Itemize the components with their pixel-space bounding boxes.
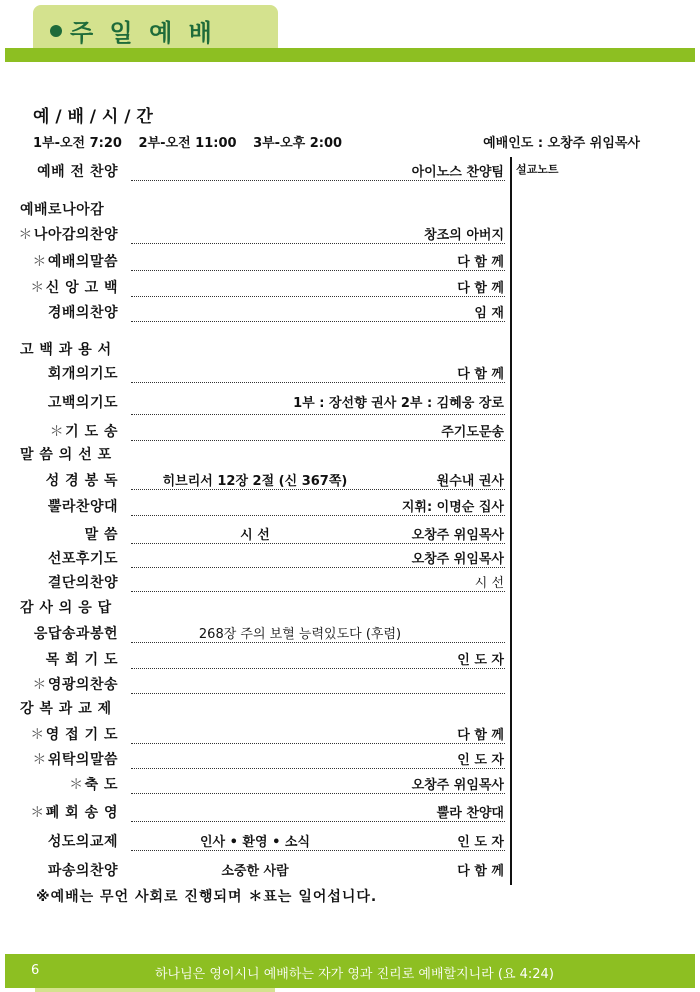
- order-person: 오창주 위임목사: [411, 552, 504, 567]
- service-time-3: 3부-오후 2:00: [253, 136, 343, 151]
- order-detail: 소중한 사람: [221, 864, 289, 879]
- order-row: [0, 389, 510, 413]
- order-label-text: 결단의찬양: [47, 575, 118, 591]
- order-row: [0, 467, 510, 491]
- order-label-text: 강 복 과 교 제: [20, 701, 112, 717]
- order-label: [34, 623, 118, 643]
- order-row: [0, 418, 510, 442]
- section-title: [20, 698, 112, 718]
- order-row: [0, 569, 510, 593]
- service-times: [33, 132, 354, 151]
- order-label-text: 말 씀: [84, 527, 118, 543]
- order-label: [85, 524, 118, 544]
- order-label: [48, 363, 118, 383]
- order-person: 창조의 아버지: [424, 228, 504, 243]
- order-person: 오창주 위임목사: [411, 778, 504, 793]
- dotted-divider: [131, 768, 505, 769]
- order-label: [48, 831, 118, 851]
- order-person: 인 도 자: [457, 753, 504, 768]
- order-label-text: 위탁의말씀: [47, 752, 118, 768]
- dotted-divider: [131, 321, 505, 322]
- order-label-text: 기 도 송: [65, 424, 118, 440]
- footer-bar: [5, 954, 695, 988]
- order-label: [18, 224, 118, 244]
- dotted-divider: [131, 693, 505, 694]
- order-label: [32, 251, 118, 271]
- order-row: [0, 620, 510, 644]
- order-person: 주기도문송: [441, 425, 504, 440]
- dotted-divider: [131, 642, 505, 643]
- page-number: 6: [31, 963, 40, 978]
- footer-note: ※예배는 무언 사회로 진행되며 ＊표는 일어섭니다.: [36, 889, 378, 905]
- section-header: [0, 594, 510, 618]
- order-label: [46, 470, 118, 490]
- dotted-divider: [131, 591, 505, 592]
- section-title: [20, 199, 104, 219]
- order-label: [30, 277, 118, 297]
- dotted-divider: [131, 515, 505, 516]
- order-person: 오창주 위임목사: [411, 528, 504, 543]
- section-title: [20, 597, 112, 617]
- order-label-text: 말 씀 의 선 포: [20, 447, 112, 463]
- order-detail: 시 선: [240, 528, 270, 543]
- footer-strip: [35, 988, 275, 992]
- order-label-text: 폐 회 송 영: [45, 805, 118, 821]
- worship-leader: 예배인도 : 오창주 위임목사: [483, 136, 640, 151]
- section-header: [0, 441, 510, 465]
- stand-up-icon: ＊: [49, 424, 65, 440]
- order-label-text: 예배로나아감: [20, 202, 105, 218]
- order-row: [0, 360, 510, 384]
- order-detail: 268장 주의 보혈 능력있도다 (후렴): [198, 627, 402, 642]
- order-row: [0, 545, 510, 569]
- dotted-divider: [131, 793, 505, 794]
- order-row: [0, 857, 510, 881]
- order-row: [0, 521, 510, 545]
- dotted-divider: [131, 270, 505, 271]
- order-label-text: 성도의교제: [47, 834, 118, 850]
- order-label: [48, 392, 118, 412]
- dotted-divider: [131, 489, 505, 490]
- stand-up-icon: ＊: [30, 727, 45, 743]
- order-person: 다 함 께: [457, 255, 504, 270]
- header-bar: [5, 48, 695, 62]
- order-person: 지휘: 이명순 집사: [401, 500, 504, 515]
- order-label: [48, 548, 118, 568]
- order-row: [0, 746, 510, 770]
- service-time-1: 1부-오전 7:20: [33, 136, 122, 151]
- dotted-divider: [131, 414, 505, 415]
- order-label: [48, 572, 118, 592]
- section-header: [0, 695, 510, 719]
- order-row: [0, 799, 510, 823]
- order-row: [0, 828, 510, 852]
- order-label: [30, 724, 118, 744]
- section-header: [0, 336, 510, 360]
- order-row: [0, 248, 510, 272]
- order-label-text: 목 회 기 도: [45, 652, 118, 668]
- stand-up-icon: ＊: [30, 280, 45, 296]
- order-person: 아이노스 찬양팀: [411, 165, 504, 180]
- dotted-divider: [131, 567, 505, 568]
- order-person: 뿔라 찬양대: [436, 806, 504, 821]
- order-label-text: 감 사 의 응 답: [20, 600, 112, 616]
- order-label: [32, 674, 118, 694]
- order-label: [48, 496, 118, 516]
- stand-up-icon: ＊: [32, 677, 47, 693]
- order-row: [0, 299, 510, 323]
- dotted-divider: [131, 668, 505, 669]
- stand-up-icon: ＊: [32, 752, 47, 768]
- sermon-notes-label: 설교노트: [516, 163, 559, 176]
- order-label-text: 성 경 봉 독: [45, 473, 118, 489]
- order-row: [0, 771, 510, 795]
- order-person: 1부 : 장선향 권사 2부 : 김혜웅 장로: [293, 396, 504, 411]
- order-label-text: 고백의기도: [47, 395, 118, 411]
- order-row: [0, 158, 510, 182]
- stand-up-icon: ＊: [30, 805, 45, 821]
- order-label-text: 파송의찬양: [47, 863, 118, 879]
- stand-up-icon: ＊: [18, 227, 33, 243]
- section-header: [0, 196, 510, 220]
- order-row: [0, 721, 510, 745]
- order-label: [48, 302, 118, 322]
- order-label: [48, 860, 118, 880]
- order-person: 다 함 께: [457, 281, 504, 296]
- dotted-divider: [131, 243, 505, 244]
- order-label-text: 고 백 과 용 서: [20, 342, 112, 358]
- order-label: [46, 649, 118, 669]
- order-person: 시 선: [474, 576, 504, 591]
- order-label-text: 축 도: [84, 777, 118, 793]
- order-label: [32, 749, 118, 769]
- order-label: [69, 774, 118, 794]
- order-label-text: 경배의찬양: [47, 305, 118, 321]
- dotted-divider: [131, 296, 505, 297]
- order-person: 인 도 자: [457, 835, 504, 850]
- stand-up-icon: ＊: [69, 777, 84, 793]
- order-label-text: 나아감의찬양: [33, 227, 118, 243]
- order-row: [0, 221, 510, 245]
- order-person: 다 함 께: [457, 864, 504, 879]
- order-label: [50, 421, 118, 441]
- order-row: [0, 274, 510, 298]
- order-row: [0, 671, 510, 695]
- bullet-icon: [50, 25, 62, 37]
- order-label-text: 영 접 기 도: [45, 727, 118, 743]
- dotted-divider: [131, 821, 505, 822]
- order-person: 원수내 권사: [436, 474, 504, 489]
- section-tab: [33, 5, 278, 51]
- order-label: [30, 802, 118, 822]
- order-label-text: 신 앙 고 백: [45, 280, 118, 296]
- footer-verse: 하나님은 영이시니 예배하는 자가 영과 진리로 예배할지니라 (요 4:24): [155, 967, 554, 982]
- order-detail: 인사 • 환영 • 소식: [199, 835, 311, 850]
- order-person: 다 함 께: [457, 367, 504, 382]
- order-label: [37, 161, 118, 181]
- order-row: [0, 646, 510, 670]
- order-label-text: 예배의말씀: [47, 254, 118, 270]
- order-label-text: 응답송과봉헌: [33, 626, 118, 642]
- order-person: 임 재: [474, 306, 504, 321]
- dotted-divider: [131, 180, 505, 181]
- section-title: [20, 444, 112, 464]
- column-divider: [510, 157, 512, 885]
- order-label-text: 회개의기도: [47, 366, 118, 382]
- section-title: [20, 339, 112, 359]
- page-title-text: 주 일 예 배: [70, 19, 216, 47]
- dotted-divider: [131, 743, 505, 744]
- schedule-heading: 예 / 배 / 시 / 간: [33, 107, 153, 127]
- dotted-divider: [131, 850, 505, 851]
- order-detail: 히브리서 12장 2절 (신 367쪽): [162, 474, 348, 489]
- dotted-divider: [131, 543, 505, 544]
- page-title: [50, 13, 216, 48]
- order-person: 다 함 께: [457, 728, 504, 743]
- order-label-text: 영광의찬송: [47, 677, 118, 693]
- order-label-text: 예배 전 찬양: [37, 164, 118, 180]
- stand-up-icon: ＊: [32, 254, 47, 270]
- order-label-text: 뿔라찬양대: [47, 499, 118, 515]
- order-person: 인 도 자: [457, 653, 504, 668]
- service-time-2: 2부-오전 11:00: [138, 136, 237, 151]
- order-row: [0, 493, 510, 517]
- order-label-text: 선포후기도: [47, 551, 118, 567]
- dotted-divider: [131, 382, 505, 383]
